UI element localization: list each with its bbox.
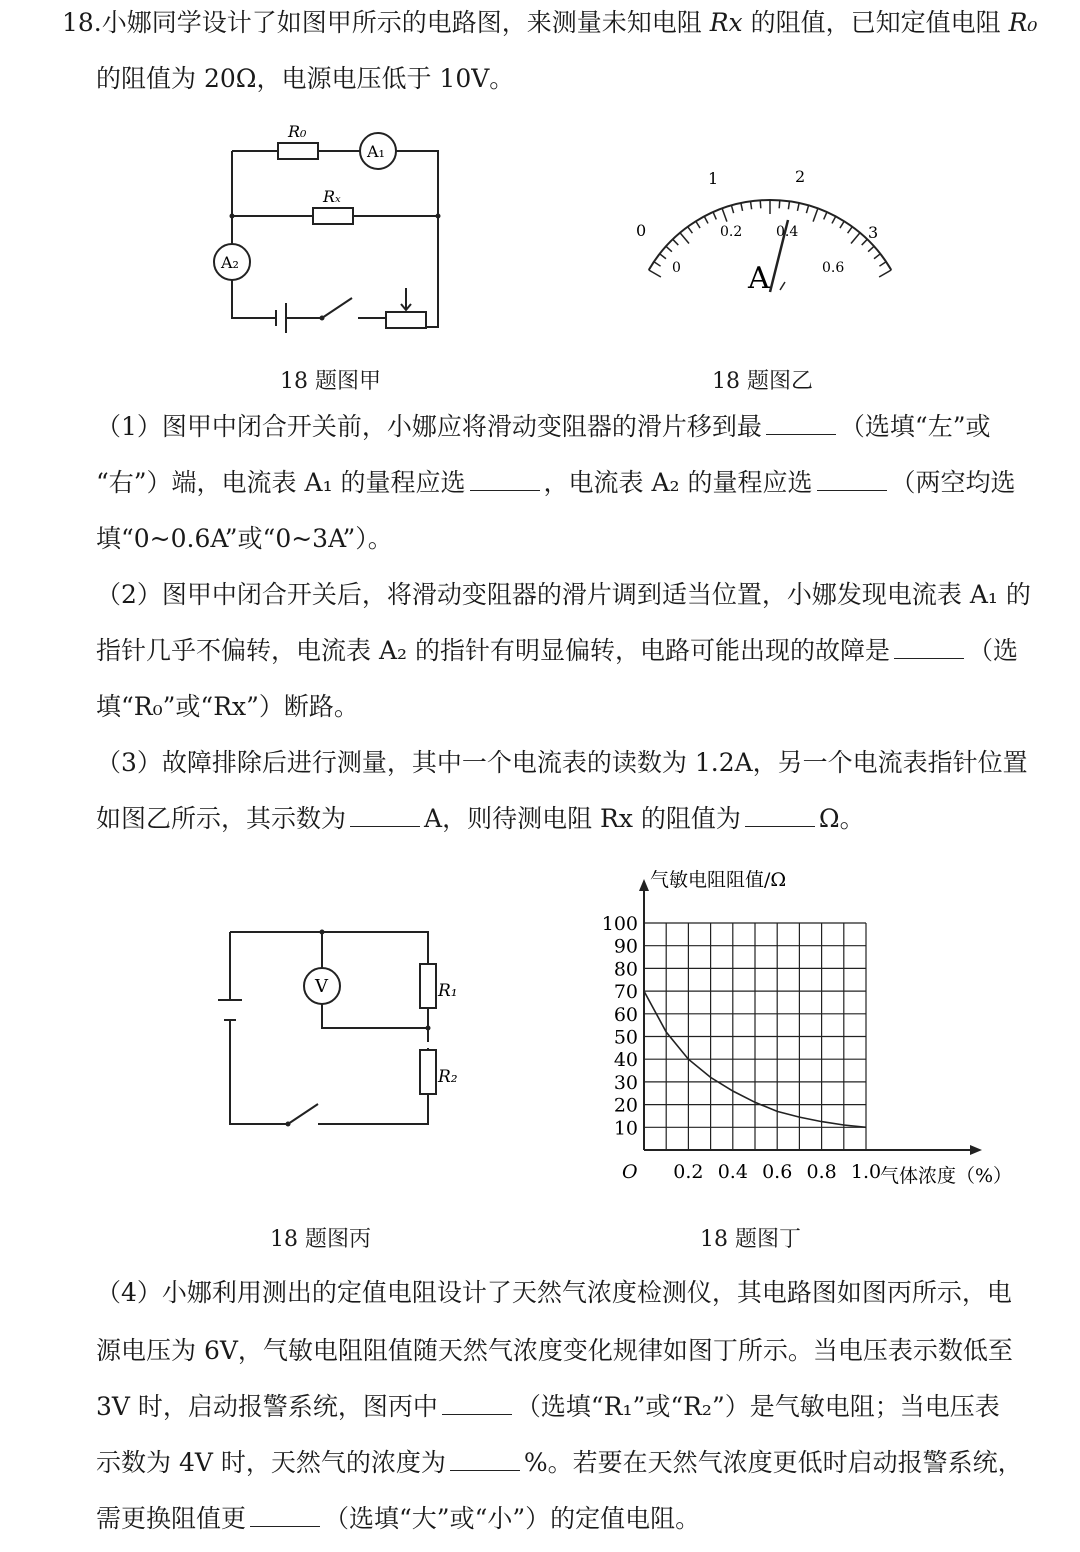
text: （选填“R₁”或“R₂”）是气敏电阻；当电压表: [515, 1392, 1000, 1421]
small-0.2: 0.2: [720, 224, 743, 240]
dial-tick: [797, 203, 799, 211]
part4-line1: （4）小娜利用测出的定值电阻设计了天然气浓度检测仪，其电路图如图丙所示，电: [96, 1278, 1012, 1307]
caption-ding: 18 题图丁: [700, 1227, 801, 1252]
x-tick-label: 0.6: [762, 1161, 793, 1183]
a2-label: A₂: [221, 253, 239, 272]
part3-line2: [96, 802, 1080, 836]
caption-bing: 18 题图丙: [270, 1227, 371, 1252]
v-label: V: [315, 976, 328, 997]
r2-label: R₂: [438, 1067, 458, 1087]
dial-tick: [654, 262, 661, 266]
big-3: 3: [868, 223, 879, 242]
text: 如图乙所示，其示数为: [96, 804, 347, 833]
text: 指针几乎不偏转，电流表 A₂ 的指针有明显偏转，电路可能出现的故障是: [96, 636, 890, 665]
answer-blank-1[interactable]: [766, 412, 836, 435]
dial-tick: [851, 233, 860, 244]
dial-tick: [673, 239, 679, 245]
part1-line3: 填“0~0.6A”或“0~3A”）。: [96, 524, 393, 553]
part2-line3: 填“R₀”或“Rx”）断路。: [96, 692, 359, 721]
answer-blank-4[interactable]: [894, 636, 964, 659]
x-tick-label: 0.8: [806, 1161, 837, 1183]
origin-label: O: [622, 1161, 638, 1183]
y-tick-label: 70: [613, 981, 638, 1004]
dial-tick: [741, 203, 743, 211]
part3-line1: （3）故障排除后进行测量，其中一个电流表的读数为 1.2A，另一个电流表指针位置: [96, 748, 1028, 777]
text: %。若要在天然气浓度更低时启动报警系统，: [523, 1448, 1023, 1477]
dial-tick: [666, 246, 672, 251]
dial-tick: [806, 205, 808, 213]
dial-tick: [722, 208, 727, 221]
part4-line4: [96, 1446, 1080, 1480]
x-tick-label: 1.0: [850, 1161, 882, 1183]
answer-blank-5[interactable]: [350, 804, 420, 827]
figure-jia-circuit: [200, 110, 460, 340]
part2-line2: [96, 634, 1080, 668]
caption-jia: 18 题图甲: [280, 369, 381, 394]
dial-tick: [788, 201, 789, 209]
y-tick-label: 100: [601, 913, 638, 935]
x-axis-arrow: [970, 1145, 982, 1155]
text: ，电流表 A₂ 的量程应选: [543, 468, 813, 497]
text: 3V 时，启动报警系统，图丙中: [96, 1392, 438, 1421]
y-axis-label: 气敏电阻阻值/Ω: [650, 869, 787, 891]
text: Ω。: [818, 804, 865, 833]
answer-blank-9[interactable]: [250, 1504, 320, 1527]
text: （选填“左”或: [839, 412, 991, 441]
part4-line5: [96, 1502, 1080, 1536]
text: （两空均选: [890, 468, 1016, 497]
unit-label: A: [748, 261, 770, 296]
y-tick-label: 80: [613, 958, 638, 981]
text: 需更换阻值更: [96, 1504, 247, 1533]
var-rx: Rx: [709, 8, 743, 37]
caption-yi: 18 题图乙: [712, 369, 813, 394]
dial-tick: [813, 208, 818, 221]
answer-blank-2[interactable]: [470, 468, 540, 491]
text: 的阻值，已知定值电阻: [750, 8, 1001, 37]
dial-tick: [832, 216, 836, 223]
part1-line2: [96, 466, 1080, 500]
big-0: 0: [636, 221, 647, 240]
question-intro-line2: 的阻值为 20Ω，电源电压低于 10V。: [96, 64, 515, 93]
r0-label: R₀: [288, 122, 307, 141]
text: “右”）端，电流表 A₁ 的量程应选: [96, 468, 466, 497]
answer-blank-7[interactable]: [442, 1392, 512, 1415]
y-tick-label: 50: [613, 1026, 638, 1049]
big-1: 1: [708, 169, 719, 188]
dial-tick: [848, 227, 853, 233]
part1-line1: [96, 410, 1080, 444]
text: 18.小娜同学设计了如图甲所示的电路图，来测量未知电阻: [62, 8, 702, 37]
dial-tick: [760, 200, 761, 208]
y-tick-label: 90: [613, 935, 638, 958]
dial-tick: [862, 239, 868, 245]
small-0: 0: [672, 260, 681, 276]
dial-tick: [696, 221, 700, 228]
text: 示数为 4V 时，天然气的浓度为: [96, 1448, 446, 1477]
part4-line2: 源电压为 6V，气敏电阻阻值随天然气浓度变化规律如图丁所示。当电压表示数低至: [96, 1336, 1013, 1365]
dial-tick: [840, 221, 844, 228]
y-tick-label: 10: [613, 1117, 638, 1140]
var-r0: R₀: [1008, 8, 1038, 37]
x-tick-label: 0.2: [673, 1161, 704, 1183]
dial-tick: [879, 270, 891, 277]
text: A，则待测电阻 Rx 的阻值为: [424, 804, 741, 833]
dial-tick: [824, 212, 827, 219]
dial-tick: [751, 201, 752, 209]
figure-bing-circuit: [210, 920, 470, 1130]
answer-blank-8[interactable]: [450, 1448, 520, 1471]
answer-blank-3[interactable]: [817, 468, 887, 491]
dial-tick: [704, 216, 708, 223]
figure-yi-ammeter: [610, 150, 910, 300]
dial-tick: [713, 212, 716, 219]
small-0.6: 0.6: [822, 260, 845, 276]
y-axis-arrow: [639, 879, 649, 891]
small-0.4: 0.4: [776, 224, 799, 240]
rx-label: Rₓ: [323, 187, 341, 206]
dial-tick: [874, 254, 880, 259]
big-2: 2: [795, 167, 806, 186]
text: （选: [967, 636, 1018, 665]
x-tick-label: 0.4: [717, 1161, 748, 1183]
question-intro-line1: [62, 6, 1080, 40]
r1-label: R₁: [438, 981, 458, 1001]
part2-line1: （2）图甲中闭合开关后，将滑动变阻器的滑片调到适当位置，小娜发现电流表 A₁ 的: [96, 580, 1031, 609]
dial-tick: [779, 200, 780, 208]
dial-tick: [868, 246, 874, 251]
dial-tick: [688, 227, 693, 233]
figure-ding-chart: [600, 860, 1040, 1200]
dial-tick: [879, 262, 886, 266]
y-tick-label: 40: [613, 1049, 638, 1072]
dial-tick: [680, 233, 689, 244]
y-tick-label: 30: [613, 1071, 638, 1094]
part4-line3: [96, 1390, 1080, 1424]
text: （选填“大”或“小”）的定值电阻。: [324, 1504, 701, 1533]
x-axis-label: 气体浓度（%）: [880, 1165, 1013, 1187]
dial-tick: [649, 270, 661, 277]
y-tick-label: 20: [613, 1094, 638, 1117]
dial-tick: [731, 205, 733, 213]
y-tick-label: 60: [613, 1003, 638, 1026]
answer-blank-6[interactable]: [745, 804, 815, 827]
a1-label: A₁: [367, 142, 385, 161]
dial-tick: [660, 254, 666, 259]
text: （1）图甲中闭合开关前，小娜应将滑动变阻器的滑片移到最: [96, 412, 762, 441]
